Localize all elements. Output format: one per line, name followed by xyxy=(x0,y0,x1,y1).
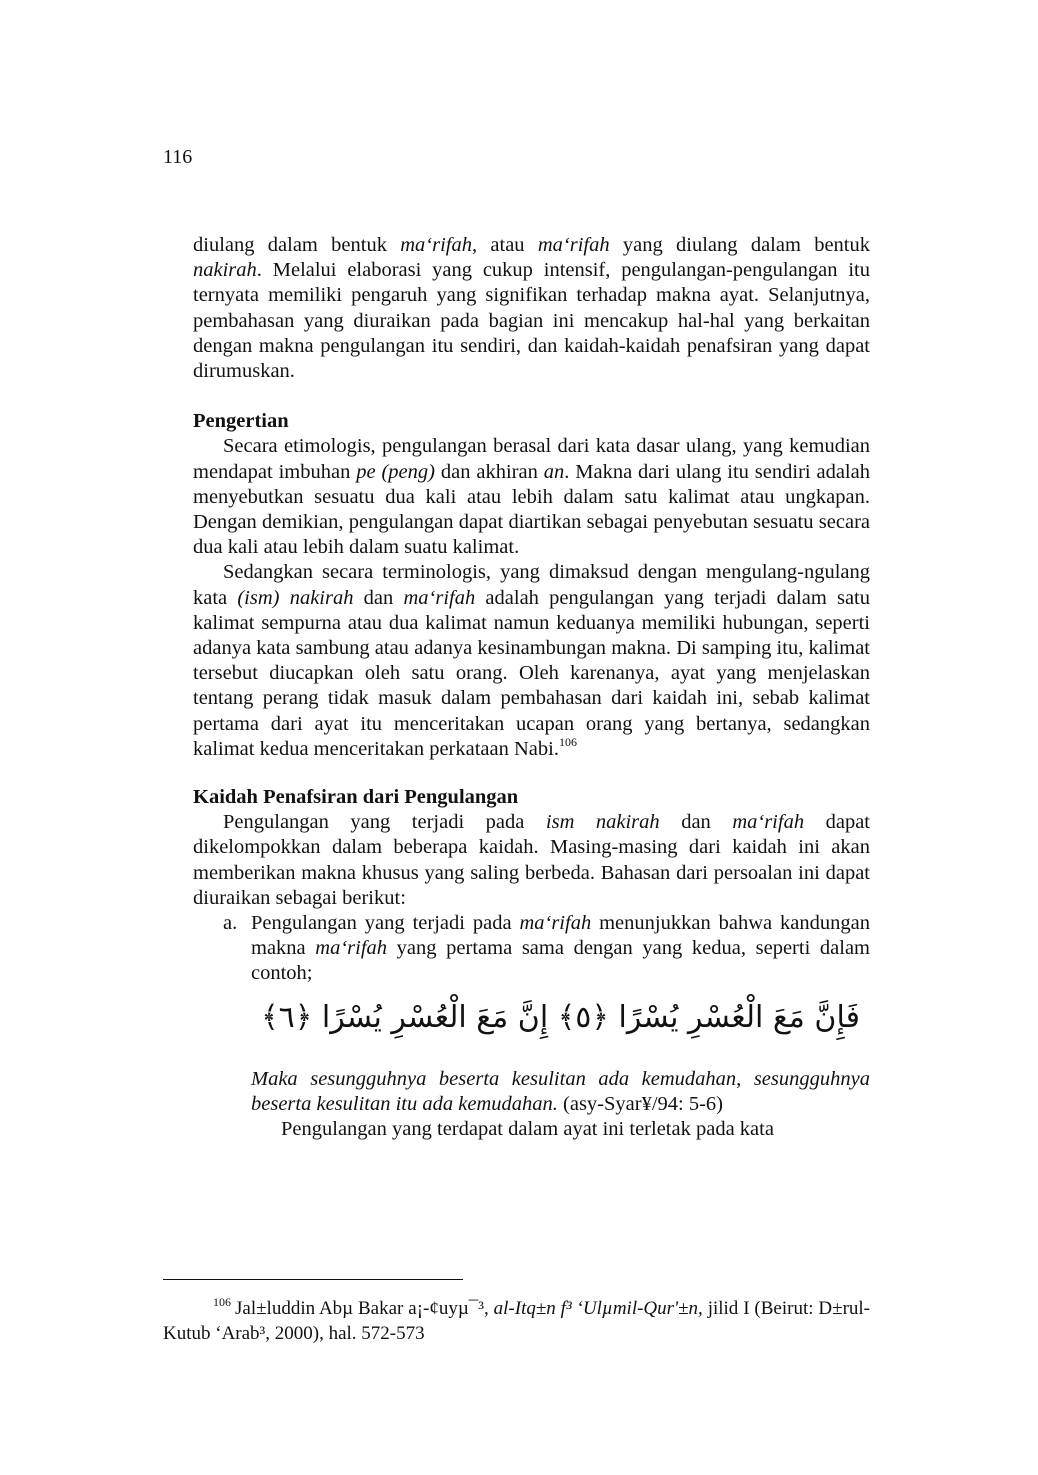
text-run: menunjukkan bahwa kandungan makna xyxy=(251,912,870,960)
list-item-a xyxy=(193,911,870,987)
paragraph-terminologis xyxy=(193,560,870,762)
text-run: Sedangkan secara terminologis, yang dimaksud dengan mengulang-ngulang kata xyxy=(193,561,870,609)
text-run: yang diulang dalam bentuk xyxy=(609,234,870,256)
italic-term: an xyxy=(543,460,565,483)
paragraph-kaidah-intro xyxy=(193,810,870,911)
text-run: adalah pengulangan yang terjadi dalam satu kalimat sempurna atau dua kalimat namun keduanya memiliki hubungan, seperti adanya kata sambung atau adanya kesinambungan makna. Di samping itu, kalimat tersebut diucapkan oleh satu orang. Oleh karenanya, ayat yang menjelaskan tentang perang tidak masuk dalam pembahasan dari kaidah ini, sebab kalimat pertama dari ayat itu menceritakan ucapan orang yang bertanya, sedangkan kalimat kedua menceritakan perkataan Nabi. xyxy=(193,586,870,760)
italic-term: pe (peng) xyxy=(356,460,435,483)
italic-term: ma‘rifah xyxy=(403,586,476,609)
text-run: . Makna dari ulang itu sendiri adalah menyebutkan sesuatu dua kali atau lebih dalam satu kalimat atau ungkapan. Dengan demikian, pengulangan dapat diartikan sebagai penyebutan sesuatu secara dua kali atau lebih dalam suatu kalimat. xyxy=(193,460,870,559)
italic-term: ma‘rifah xyxy=(732,811,805,834)
spacer xyxy=(193,384,870,409)
text-run: dan xyxy=(353,586,404,609)
text-run: dapat dikelompokkan dalam beberapa kaidah. Masing-masing dari kaidah ini akan memberikan makna khusus yang saling berbeda. Bahasan dari persoalan ini dapat diuraikan sebagai berikut: xyxy=(193,811,870,909)
footnote-separator xyxy=(163,1279,463,1280)
italic-term: ma‘rifah xyxy=(537,234,610,256)
text-run: dan xyxy=(659,811,733,834)
arabic-verse: فَإِنَّ مَعَ الْعُسْرِ يُسْرًا ﴿٥﴾ إِنَّ مَعَ الْعُسْرِ يُسْرًا ﴿٦﴾ xyxy=(261,999,860,1035)
italic-term: ism nakirah xyxy=(545,811,660,834)
list-marker: a. xyxy=(223,912,238,935)
text-run: Jal±luddin Abµ Bakar a¡-¢uyµ¯³, xyxy=(235,1298,494,1319)
italic-term: nakirah xyxy=(193,259,257,282)
text-run: Pengulangan yang terjadi pada xyxy=(251,912,520,935)
footnote-106 xyxy=(163,1290,870,1346)
arabic-verse-block xyxy=(251,999,870,1053)
italic-term: ma‘rifah xyxy=(519,912,592,935)
footnote-number: 106 xyxy=(213,1295,231,1309)
text-run: , atau xyxy=(472,234,538,256)
section-heading-kaidah: Kaidah Penafsiran dari Pengulangan xyxy=(193,786,519,809)
paragraph-continuation: Pengulangan yang terdapat dalam ayat ini terletak pada kata xyxy=(281,1118,774,1141)
translation-italic: Maka sesungguhnya beserta kesulitan ada kemudahan, sesungguhnya beserta kesulitan itu ada kemudahan. xyxy=(251,1067,870,1115)
italic-term: ma‘rifah xyxy=(315,937,388,960)
page-number: 116 xyxy=(163,146,193,168)
spacer xyxy=(193,762,870,785)
footnote-reference[interactable]: 106 xyxy=(558,734,577,749)
verse-citation: (asy-Syar¥/94: 5-6) xyxy=(557,1092,723,1115)
italic-term: ma‘rifah xyxy=(400,234,472,256)
verse-translation xyxy=(193,1067,870,1117)
paragraph-etimologis xyxy=(193,434,870,560)
intro-paragraph xyxy=(193,233,870,384)
main-text xyxy=(193,233,870,1142)
text-run: jilid I (Beirut: D±rul-Kutub ‘Arab³, 2000), hal. 572-573 xyxy=(163,1298,870,1344)
footnote-title: al-Itq±n f³ ‘Ulµmil-Qur'±n, xyxy=(493,1298,703,1319)
text-run: yang pertama sama dengan yang kedua, seperti dalam contoh; xyxy=(251,937,870,985)
text-run: Secara etimologis, pengulangan berasal dari kata dasar ulang, yang kemudian mendapat imbuhan xyxy=(193,435,870,483)
italic-term: (ism) nakirah xyxy=(237,586,354,609)
text-run: Pengulangan yang terjadi pada xyxy=(223,811,546,834)
section-heading-pengertian: Pengertian xyxy=(193,410,289,433)
text-run: dan akhiran xyxy=(434,460,544,483)
text-run: diulang dalam bentuk xyxy=(193,234,401,256)
text-run: . Melalui elaborasi yang cukup intensif, pengulangan-pengulangan itu ternyata memiliki pengaruh yang signifikan terhadap makna ayat. Selanjutnya, pembahasan yang diuraikan pada bagian ini mencakup hal-hal yang berkaitan dengan makna pengulangan itu sendiri, dan kaidah-kaidah penafsiran yang dapat dirumuskan. xyxy=(193,259,870,383)
